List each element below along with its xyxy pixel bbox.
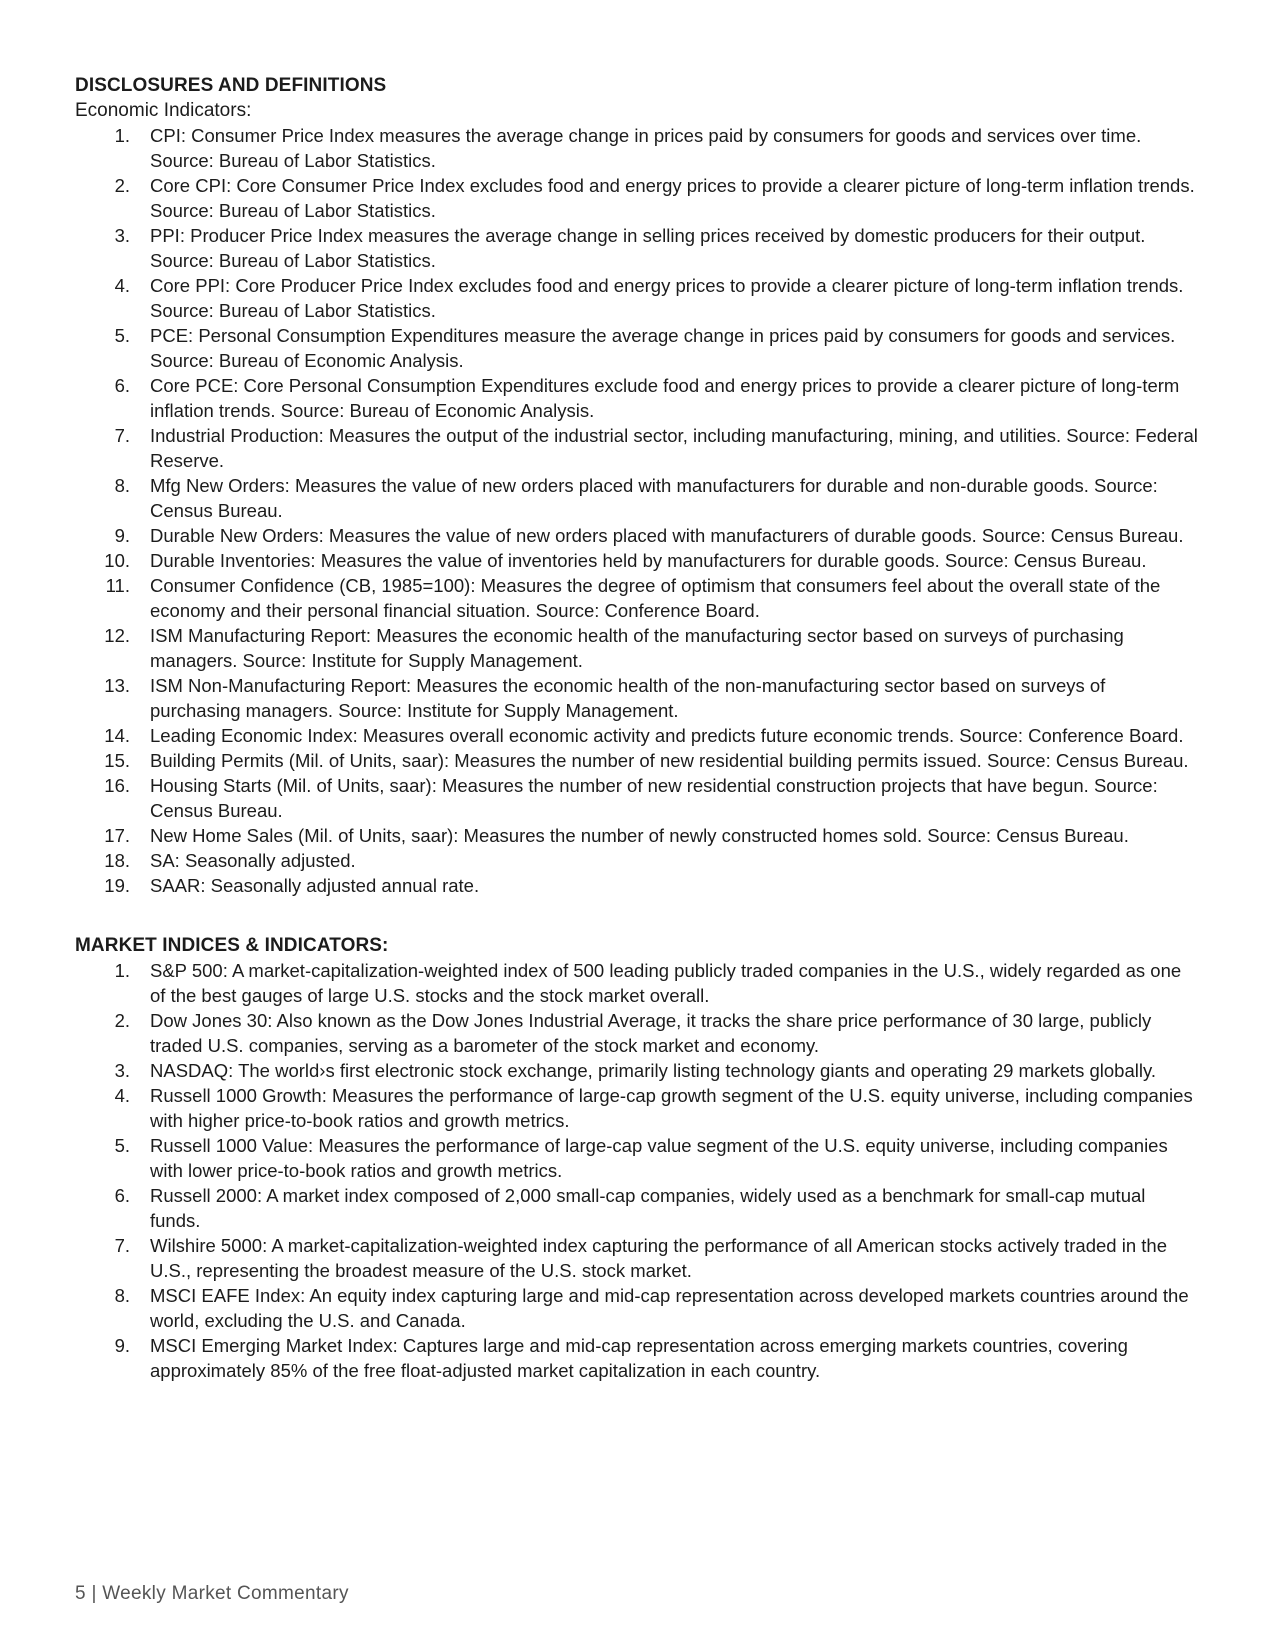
list-item-text: PCE: Personal Consumption Expenditures measure the average change in prices paid by consumers for goods and services. Source: Bureau of Economic Analysis. [150, 325, 1176, 371]
list-item [75, 823, 1200, 848]
list-item-text: Building Permits (Mil. of Units, saar): Measures the number of new residential building permits issued. Source: Census Bureau. [150, 750, 1189, 771]
list-item [75, 723, 1200, 748]
section-title-market-indices: MARKET INDICES & INDICATORS: [75, 935, 389, 956]
list-item [75, 1008, 1200, 1058]
list-item-text: Wilshire 5000: A market-capitalization-weighted index capturing the performance of all American stocks actively traded in the U.S., representing the broadest measure of the U.S. stock market. [150, 1235, 1167, 1281]
list-item-number: 4. [114, 1085, 130, 1106]
list-item-number: 15. [104, 750, 130, 771]
list-item [75, 173, 1200, 223]
list-item-text: MSCI EAFE Index: An equity index capturing large and mid-cap representation across developed markets countries around the world, excluding the U.S. and Canada. [150, 1285, 1189, 1331]
list-item [75, 848, 1200, 873]
list-item-number: 8. [114, 475, 130, 496]
list-item-number: 7. [114, 1235, 130, 1256]
list-item-text: Core PCE: Core Personal Consumption Expenditures exclude food and energy prices to provide a clearer picture of long-term inflation trends. Source: Bureau of Economic Analysis. [150, 375, 1180, 421]
list-item [75, 673, 1200, 723]
list-item-text: Russell 1000 Value: Measures the performance of large-cap value segment of the U.S. equity universe, including companies with lower price-to-book ratios and growth metrics. [150, 1135, 1168, 1181]
list-item-number: 9. [114, 525, 130, 546]
list-item-number: 9. [114, 1335, 130, 1356]
list-item [75, 748, 1200, 773]
list-item [75, 623, 1200, 673]
list-item-text: Housing Starts (Mil. of Units, saar): Measures the number of new residential construction projects that have begun. Source: Census Bureau. [150, 775, 1158, 821]
list-item-number: 16. [104, 775, 130, 796]
list-item-number: 18. [104, 850, 130, 871]
list-item-number: 13. [104, 675, 130, 696]
list-item-number: 10. [104, 550, 130, 571]
list-item [75, 1183, 1200, 1233]
list-item [75, 323, 1200, 373]
economic-indicators-list [75, 123, 1200, 898]
list-item [75, 373, 1200, 423]
list-item-text: Russell 1000 Growth: Measures the performance of large-cap growth segment of the U.S. equity universe, including companies with higher price-to-book ratios and growth metrics. [150, 1085, 1193, 1131]
list-item-number: 2. [114, 175, 130, 196]
list-item [75, 423, 1200, 473]
list-item-text: Russell 2000: A market index composed of 2,000 small-cap companies, widely used as a benchmark for small-cap mutual funds. [150, 1185, 1146, 1231]
list-item-number: 17. [104, 825, 130, 846]
list-item [75, 1133, 1200, 1183]
list-item-number: 5. [114, 1135, 130, 1156]
economic-indicators-section [75, 73, 1200, 898]
list-item-text: Durable New Orders: Measures the value of new orders placed with manufacturers of durable goods. Source: Census Bureau. [150, 525, 1184, 546]
list-item-number: 1. [114, 960, 130, 981]
list-item-number: 12. [104, 625, 130, 646]
list-item-number: 3. [114, 1060, 130, 1081]
list-item-text: Consumer Confidence (CB, 1985=100): Measures the degree of optimism that consumers feel about the overall state of the economy and their personal financial situation. Source: Conference Board. [150, 575, 1161, 621]
list-item-number: 14. [104, 725, 130, 746]
list-item-number: 11. [105, 575, 130, 596]
list-item [75, 1283, 1200, 1333]
list-item-number: 4. [114, 275, 130, 296]
list-item-text: NASDAQ: The world›s first electronic stock exchange, primarily listing technology giants and operating 29 markets globally. [150, 1060, 1156, 1081]
list-item-text: SAAR: Seasonally adjusted annual rate. [150, 875, 480, 896]
list-item [75, 223, 1200, 273]
list-item [75, 123, 1200, 173]
list-item-text: Industrial Production: Measures the output of the industrial sector, including manufacturing, mining, and utilities. Source: Federal Reserve. [150, 425, 1198, 471]
list-item [75, 1233, 1200, 1283]
list-item-text: S&P 500: A market-capitalization-weighted index of 500 leading publicly traded companies in the U.S., widely regarded as one of the best gauges of large U.S. stocks and the stock market overall. [150, 960, 1182, 1006]
list-item-text: PPI: Producer Price Index measures the average change in selling prices received by domestic producers for their output. Source: Bureau of Labor Statistics. [150, 225, 1146, 271]
list-item-text: Core PPI: Core Producer Price Index excludes food and energy prices to provide a clearer picture of long-term inflation trends. Source: Bureau of Labor Statistics. [150, 275, 1184, 321]
list-item-number: 6. [114, 375, 130, 396]
list-item-number: 3. [114, 225, 130, 246]
list-item [75, 1333, 1200, 1383]
list-item-number: 5. [114, 325, 130, 346]
list-item-number: 2. [114, 1010, 130, 1031]
list-item-text: CPI: Consumer Price Index measures the average change in prices paid by consumers for goods and services over time. Source: Bureau of Labor Statistics. [150, 125, 1142, 171]
list-item-text: Dow Jones 30: Also known as the Dow Jones Industrial Average, it tracks the share price performance of 30 large, publicly traded U.S. companies, serving as a barometer of the stock market and economy. [150, 1010, 1152, 1056]
list-item-number: 19. [104, 875, 130, 896]
list-item [75, 873, 1200, 898]
list-item-text: Mfg New Orders: Measures the value of new orders placed with manufacturers for durable and non-durable goods. Source: Census Bureau. [150, 475, 1158, 521]
list-item-text: Leading Economic Index: Measures overall economic activity and predicts future economic trends. Source: Conference Board. [150, 725, 1184, 746]
page-content [75, 73, 1200, 1383]
market-indices-list [75, 958, 1200, 1383]
list-item-number: 8. [114, 1285, 130, 1306]
list-item-text: ISM Non-Manufacturing Report: Measures the economic health of the non-manufacturing sector based on surveys of purchasing managers. Source: Institute for Supply Management. [150, 675, 1106, 721]
market-indices-section [75, 933, 1200, 1383]
list-item-number: 6. [114, 1185, 130, 1206]
list-item-number: 7. [114, 425, 130, 446]
section-title-disclosures: DISCLOSURES AND DEFINITIONS [75, 75, 387, 96]
list-item [75, 523, 1200, 548]
list-item [75, 273, 1200, 323]
list-item-text: MSCI Emerging Market Index: Captures large and mid-cap representation across emerging markets countries, covering approximately 85% of the free float-adjusted market capitalization in each country. [150, 1335, 1128, 1381]
list-item-text: Core CPI: Core Consumer Price Index excludes food and energy prices to provide a clearer picture of long-term inflation trends. Source: Bureau of Labor Statistics. [150, 175, 1195, 221]
list-item-text: Durable Inventories: Measures the value of inventories held by manufacturers for durable goods. Source: Census Bureau. [150, 550, 1147, 571]
list-item-number: 1. [114, 125, 130, 146]
list-item [75, 573, 1200, 623]
list-item-text: SA: Seasonally adjusted. [150, 850, 356, 871]
list-item [75, 473, 1200, 523]
list-item [75, 1058, 1200, 1083]
list-item [75, 548, 1200, 573]
list-item [75, 773, 1200, 823]
list-item [75, 1083, 1200, 1133]
list-item-text: New Home Sales (Mil. of Units, saar): Measures the number of newly constructed homes sold. Source: Census Bureau. [150, 825, 1129, 846]
page-footer: 5 | Weekly Market Commentary [75, 1583, 349, 1604]
list-item [75, 958, 1200, 1008]
list-item-text: ISM Manufacturing Report: Measures the economic health of the manufacturing sector based on surveys of purchasing managers. Source: Institute for Supply Management. [150, 625, 1124, 671]
economic-indicators-subtitle: Economic Indicators: [75, 100, 252, 121]
